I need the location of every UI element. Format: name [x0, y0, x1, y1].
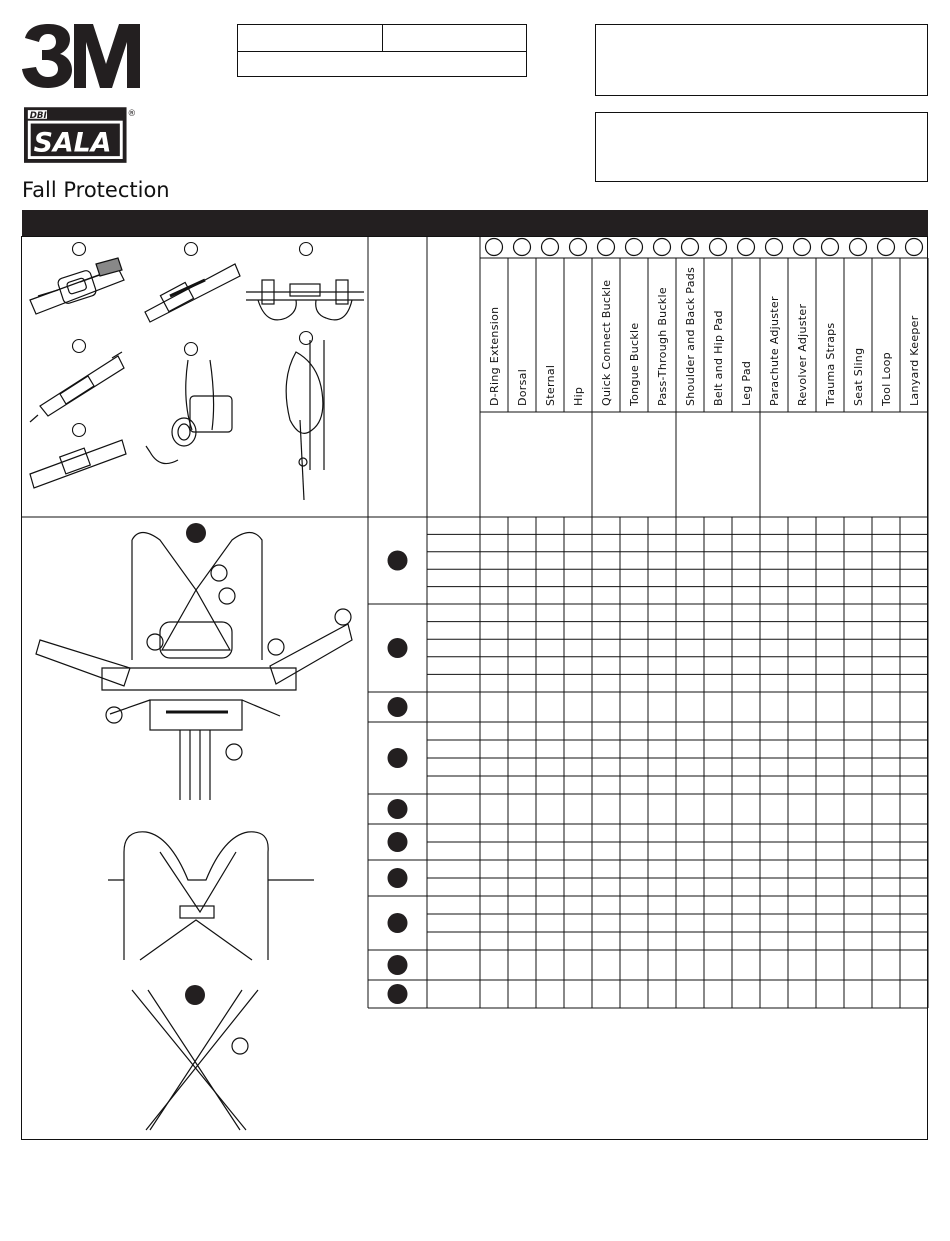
feature-column-label: Quick Connect Buckle: [600, 279, 613, 406]
feature-column-label: Tongue Buckle: [628, 322, 641, 406]
dbi-text: DBI: [29, 110, 47, 121]
harness-callout-circle: [232, 1038, 248, 1054]
feature-callout-circle: [542, 239, 559, 256]
feature-column-label: Parachute Adjuster: [768, 296, 781, 406]
feature-column-label: Revolver Adjuster: [796, 303, 809, 406]
feature-callout-circle: [878, 239, 895, 256]
feature-callout-circle: [794, 239, 811, 256]
feature-callout-circle: [738, 239, 755, 256]
row-group-marker: [388, 748, 408, 768]
quick-connect-buckle-icon: [30, 258, 124, 314]
feature-column-label: Sternal: [544, 364, 557, 406]
revolver-adjuster-icon: [146, 360, 232, 464]
feature-column-label: Dorsal: [516, 368, 529, 406]
harness-callout-circle: [211, 565, 227, 581]
feature-callout-circle: [654, 239, 671, 256]
row-group-marker: [388, 551, 408, 571]
feature-callout-circle: [598, 239, 615, 256]
row-group-marker: [388, 832, 408, 852]
illustration-callout-circle: [73, 424, 86, 437]
feature-column-label: Belt and Hip Pad: [712, 310, 725, 406]
harness-callout-circle: [268, 639, 284, 655]
row-group-marker: [388, 868, 408, 888]
harness-callout-circle: [226, 744, 242, 760]
row-group-marker: [388, 955, 408, 975]
feature-callout-circle: [486, 239, 503, 256]
illustration-callout-circle: [300, 243, 313, 256]
feature-callout-circle: [626, 239, 643, 256]
sala-text: SALA: [33, 127, 112, 159]
row-group-marker: [388, 799, 408, 819]
feature-column-label: Leg Pad: [740, 360, 753, 406]
row-group-marker: [388, 697, 408, 717]
row-group-marker: [388, 638, 408, 658]
feature-column-label: Tool Loop: [880, 352, 893, 406]
harness-front-icon: [36, 523, 352, 800]
feature-callout-circle: [906, 239, 923, 256]
feature-column-label: Hip: [572, 386, 585, 406]
illustration-callout-circle: [185, 343, 198, 356]
feature-callout-circle: [514, 239, 531, 256]
registered-mark: ®: [127, 108, 137, 119]
feature-column-label: Pass-Through Buckle: [656, 287, 669, 406]
feature-callout-circle: [570, 239, 587, 256]
feature-callout-circle: [682, 239, 699, 256]
pass-through-buckle-icon: [30, 352, 126, 488]
feature-callout-circle: [710, 239, 727, 256]
feature-column-label: Lanyard Keeper: [908, 315, 921, 406]
illustration-callout-circle: [73, 340, 86, 353]
feature-callout-circle: [850, 239, 867, 256]
hip-dring-icon: [246, 280, 364, 320]
feature-column-label: Seat Sling: [852, 347, 865, 406]
tongue-buckle-icon: [145, 264, 240, 322]
feature-callout-circle: [822, 239, 839, 256]
feature-column-label: Shoulder and Back Pads: [684, 266, 697, 406]
illustration-callout-circle: [73, 243, 86, 256]
feature-callout-circle: [766, 239, 783, 256]
harness-callout-circle: [106, 707, 122, 723]
harness-back-icon: [108, 832, 314, 1130]
row-group-marker: [388, 984, 408, 1004]
harness-callout-circle: [219, 588, 235, 604]
lanyard-keeper-icon: [286, 340, 324, 500]
harness-callout-circle: [335, 609, 351, 625]
feature-column-label: Trauma Straps: [824, 322, 837, 406]
illustration-callout-circle: [185, 243, 198, 256]
feature-column-label: D-Ring Extension: [488, 306, 501, 406]
row-group-marker: [388, 913, 408, 933]
fall-protection-title: Fall Protection: [22, 178, 170, 202]
